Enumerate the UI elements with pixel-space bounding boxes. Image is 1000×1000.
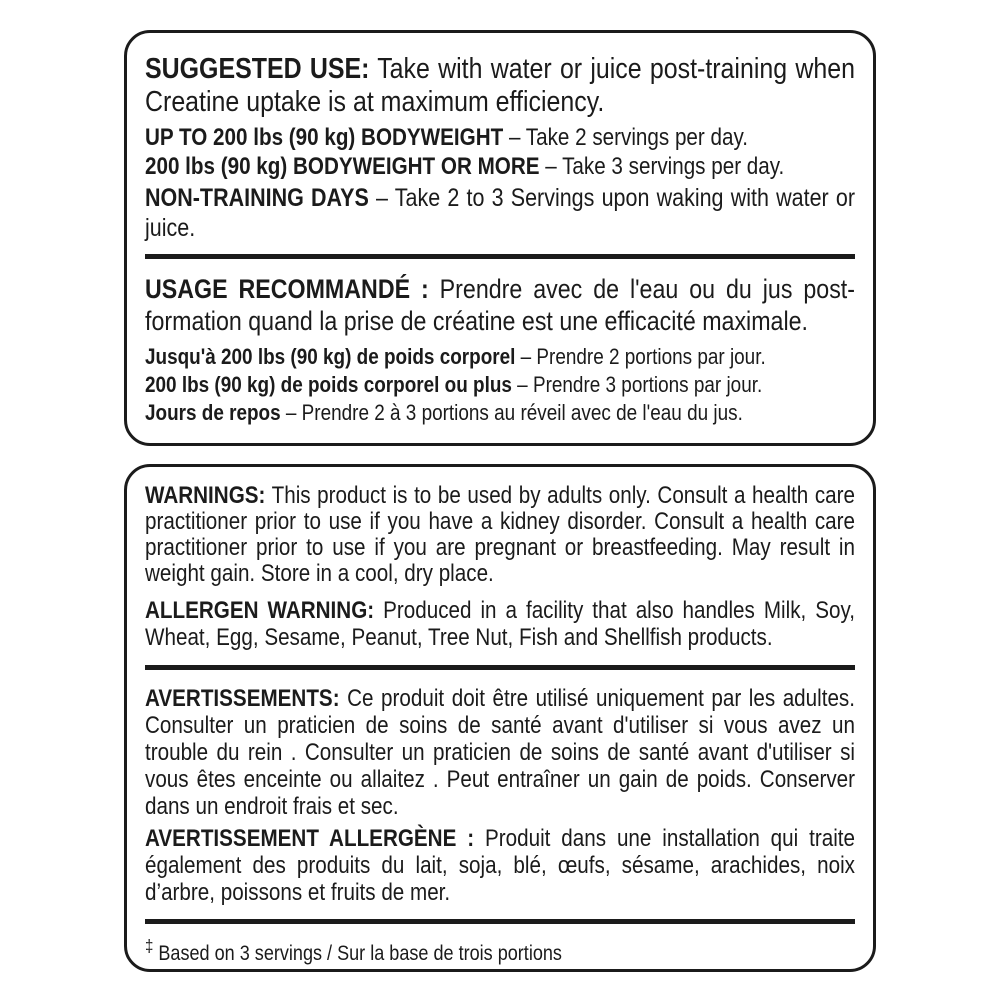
warnings-text: This product is to be used by adults only. Consult a health care practitioner prior to use if you have a kidney disorder. Consult a health care practitioner prior to use if you are pregnant or breastfeeding. May result in weight gain. Store in a cool, dry place. <box>145 482 855 587</box>
usage-recommande-heading: USAGE RECOMMANDÉ : <box>145 274 429 304</box>
allergen-warning-paragraph <box>145 597 855 651</box>
suggested-use-panel <box>124 30 876 446</box>
usage-recommande-paragraph <box>145 273 855 337</box>
portion-instructions <box>145 343 855 427</box>
avertissement-allergene-heading: AVERTISSEMENT ALLERGÈNE : <box>145 825 475 852</box>
non-training-paragraph <box>145 183 855 243</box>
footnote <box>145 933 855 967</box>
serving-line-1-text: – Take 2 servings per day. <box>503 124 748 151</box>
serving-line-1-label: UP TO 200 lbs (90 kg) BODYWEIGHT <box>145 124 504 151</box>
footnote-text: Based on 3 servings / Sur la base de trois portions <box>153 942 562 965</box>
avertissements-text: Ce produit doit être utilisé uniquement par les adultes. Consulter un praticien de soins de santé avant d'utiliser si vous avez un trouble du rein . Consulter un praticien de soins de santé avant d'utiliser si vous êtes enceinte ou allaitez . Peut entraîner un gain de poids. Conserver dans un endroit frais et sec. <box>145 685 855 820</box>
allergen-warning-heading: ALLERGEN WARNING: <box>145 597 375 624</box>
warnings-panel <box>124 464 876 972</box>
portion-line-3-label: Jours de repos <box>145 400 281 425</box>
suggested-use-paragraph <box>145 53 855 119</box>
portion-line-1-text: – Prendre 2 portions par jour. <box>515 344 766 369</box>
usage-recommande-text: Prendre avec de l'eau ou du jus post-formation quand la prise de créatine est une efficacité maximale. <box>145 274 855 336</box>
portion-line-3-text: – Prendre 2 à 3 portions au réveil avec de l'eau du jus. <box>280 400 743 425</box>
non-training-label: NON-TRAINING DAYS <box>145 184 369 212</box>
avertissements-paragraph <box>145 685 855 820</box>
serving-line-2-text: – Take 3 servings per day. <box>539 153 785 180</box>
suggested-use-text: Take with water or juice post-training when Creatine uptake is at maximum efficiency. <box>145 53 855 118</box>
portion-line-2-text: – Prendre 3 portions par jour. <box>511 372 763 397</box>
footnote-symbol: ‡ <box>145 936 154 956</box>
allergen-warning-text: Produced in a facility that also handles Milk, Soy, Wheat, Egg, Sesame, Peanut, Tree Nut, Fish and Shellfish products. <box>145 597 856 651</box>
portion-line-2-label: 200 lbs (90 kg) de poids corporel ou plus <box>145 372 512 397</box>
portion-line-1-label: Jusqu'à 200 lbs (90 kg) de poids corporel <box>145 344 516 369</box>
avertissement-allergene-paragraph <box>145 825 855 906</box>
serving-line-2-label: 200 lbs (90 kg) BODYWEIGHT OR MORE <box>145 153 540 180</box>
footnote-divider <box>145 919 855 924</box>
serving-instructions <box>145 123 855 181</box>
section-divider <box>145 665 855 670</box>
warnings-paragraph <box>145 483 855 587</box>
non-training-text: – Take 2 to 3 Servings upon waking with water or juice. <box>145 184 855 242</box>
section-divider <box>145 254 855 259</box>
suggested-use-heading: SUGGESTED USE: <box>145 53 370 85</box>
avertissement-allergene-text: Produit dans une installation qui traite également des produits du lait, soja, blé, œufs, sésame, arachides, noix d’arbre, poissons et fruits de mer. <box>145 825 856 906</box>
warnings-heading: WARNINGS: <box>145 482 266 509</box>
avertissements-heading: AVERTISSEMENTS: <box>145 685 340 712</box>
